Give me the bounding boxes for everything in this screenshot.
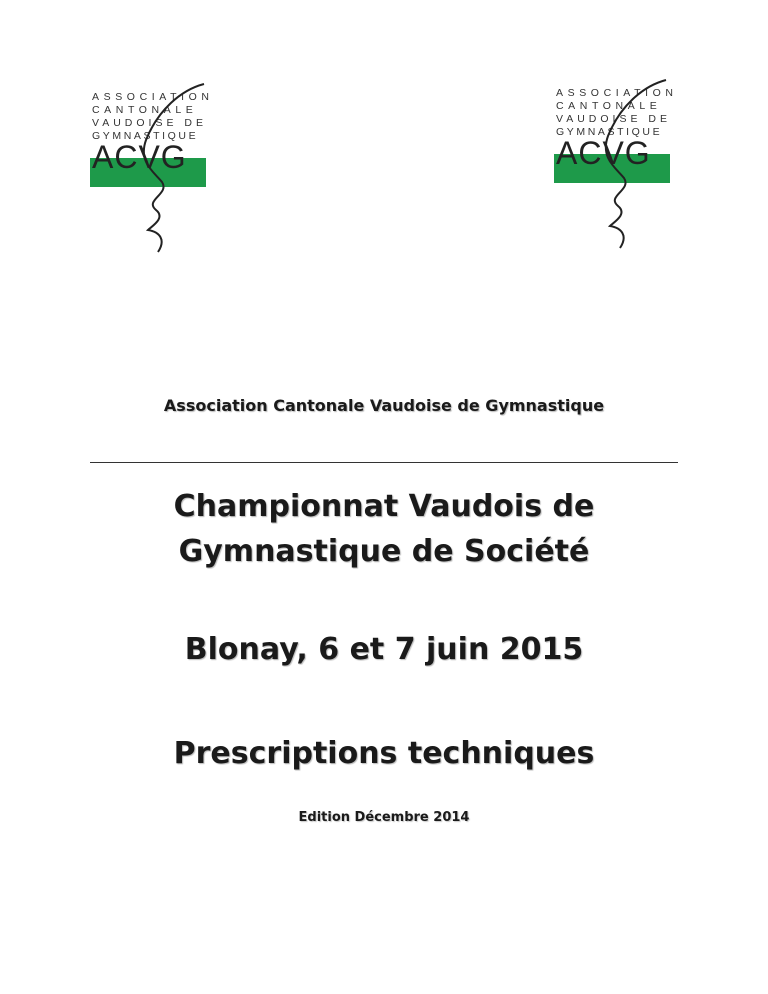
logo-acronym: ACVG (92, 139, 187, 175)
logo-line-2: CANTONALE (556, 100, 662, 112)
logo-line-2: CANTONALE (92, 104, 198, 116)
acvg-logo-graphic (86, 80, 216, 260)
title-line-1: Championnat Vaudois de (173, 489, 595, 524)
logo-line-3: VAUDOISE DE (92, 117, 207, 129)
acvg-logo-right (548, 76, 678, 256)
document-subtitle: Prescriptions techniques (173, 736, 595, 771)
organization-name: Association Cantonale Vaudoise de Gymnastique (163, 396, 605, 415)
logo-line-4: GYMNASTIQUE (92, 130, 199, 142)
edition-date: Edition Décembre 2014 (298, 810, 470, 825)
logo-line-4: GYMNASTIQUE (556, 126, 663, 138)
acvg-logo-left (86, 80, 216, 260)
logo-line-1: ASSOCIATION (92, 91, 214, 103)
horizontal-divider (90, 462, 678, 463)
title-line-2: Gymnastique de Société (178, 534, 590, 569)
logo-line-1: ASSOCIATION (556, 87, 678, 99)
acvg-logo-graphic (548, 76, 678, 256)
event-place-dates: Blonay, 6 et 7 juin 2015 (184, 632, 584, 667)
logo-acronym: ACVG (556, 135, 651, 171)
logo-line-3: VAUDOISE DE (556, 113, 671, 125)
